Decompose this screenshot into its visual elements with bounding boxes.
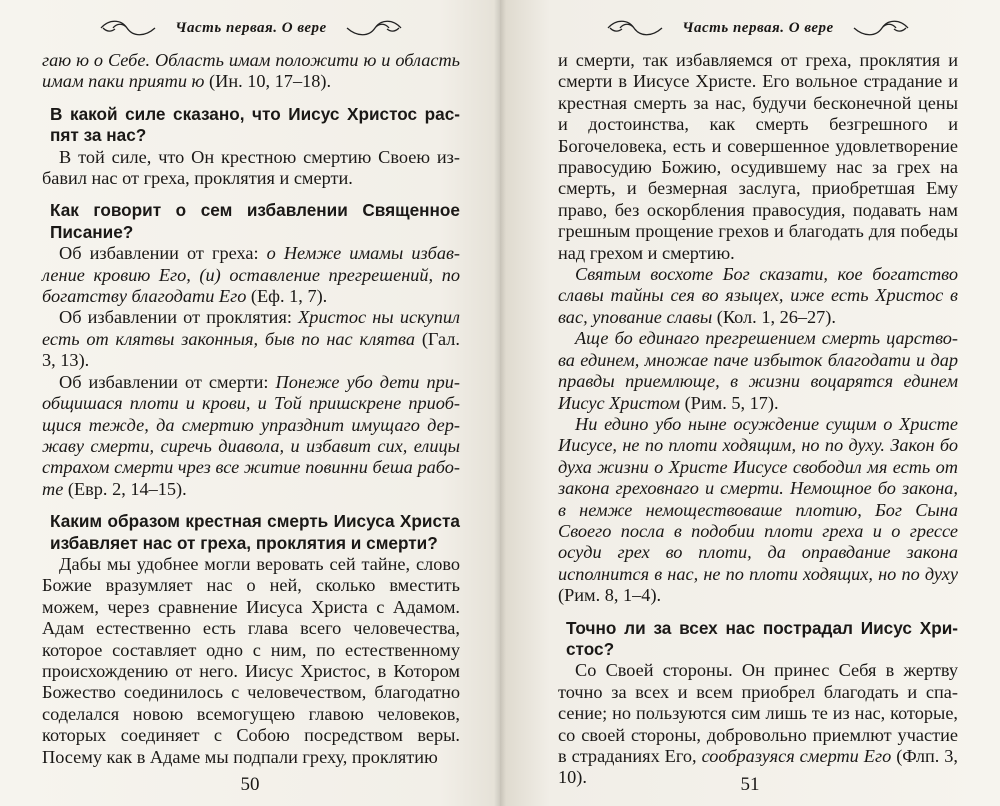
paragraph xyxy=(42,50,460,93)
right-page xyxy=(500,0,1000,806)
flourish-left-icon xyxy=(99,17,157,39)
answer-paragraph xyxy=(42,307,460,371)
scripture-quote: о Немже имамы избавление кровию Его, (и) оставление прегрешений, по богатству благодати Его xyxy=(42,243,460,307)
left-page-body xyxy=(42,50,460,768)
scripture-quote: Понеже убо дети приобщишася плоти и крови, и Той пришскрене приобщися тежде, да смертию упразднит имущаго державу смерти, сиречь диавола, и избавит сих, елицы страхом смерти чрез все житие повинни беша работе xyxy=(42,371,460,499)
right-page-body xyxy=(558,50,958,789)
page-number: 50 xyxy=(240,774,260,795)
answer-text: Об избавлении от греха: xyxy=(59,243,267,264)
flourish-right-icon xyxy=(852,17,910,39)
book-gutter xyxy=(494,0,506,806)
answer-paragraph: В той силе, что Он крестною смертию Своею избавил нас от греха, проклятия и смерти. xyxy=(42,146,460,189)
running-head-right xyxy=(558,8,958,48)
answer-text: Об избавлении от проклятия: xyxy=(59,307,299,328)
scripture-quote: гаю ю о Себе. Область имам положити ю и область имам паки прияти ю xyxy=(42,50,460,92)
scripture-quote: сообразуяся смерти Его xyxy=(701,746,892,766)
flourish-left-icon xyxy=(606,17,664,39)
question-heading: Точно ли за всех нас пострадал Иисус Христос? xyxy=(566,617,958,659)
scripture-reference: (Еф. 1, 7). xyxy=(246,286,328,307)
scripture-reference: (Ин. 10, 17–18). xyxy=(204,71,332,92)
running-head-title: Часть первая. О вере xyxy=(175,19,327,36)
answer-paragraph: Дабы мы удобнее могли веровать сей тайне, слово Божие вразумляет нас о ней, сколько вместить можем, через сравнение Иисуса Христа с Адамом. Адам естественно есть глава всего человечества, которое составляет одно с ним, по естественному происхождению от него. Иисус Христос, в Котором Божество соединилось с человечеством, благодатно соделался новою всемогущею главою человеков, которых соединяет с Собою посредством веры. Посему как в Адаме мы подпали греху, проклятию xyxy=(42,553,460,767)
question-heading: Как говорит о сем избавлении Священное Писание? xyxy=(50,200,460,242)
answer-text: Со Своей стороны. Он принес Себя в жертву точно за всех и всем приобрел благодать и спасение; но пользуются сим лишь те из нас, которые, со своей стороны, добровольно приемлют участие в страданиях Его, xyxy=(558,660,958,766)
answer-paragraph xyxy=(42,372,460,500)
answer-text: Об избавлении от смерти: xyxy=(59,371,276,392)
running-head-title: Часть первая. О вере xyxy=(682,19,834,36)
scripture-quote: Аще бо единаго прегрешением смерть царствова единем, множае паче избыток благодати и дар правды приемлюще, в жизни воцарятся единем Иисус Христом xyxy=(558,328,958,413)
scripture-reference: (Рим. 5, 17). xyxy=(680,392,779,413)
scripture-reference: (Гал. 3, 13). xyxy=(42,328,460,371)
scripture-reference: (Кол. 1, 26–27). xyxy=(712,306,836,327)
page-number: 51 xyxy=(740,774,760,795)
scripture-reference: (Евр. 2, 14–15). xyxy=(63,478,187,499)
question-heading: Каким образом крестная смерть Иисуса Христа избавляет нас от греха, проклятия и смерти? xyxy=(50,511,460,553)
scripture-paragraph xyxy=(558,264,958,328)
scripture-reference: (Рим. 8, 1–4). xyxy=(558,585,662,606)
answer-paragraph xyxy=(42,243,460,307)
scripture-quote: Святым восхоте Бог сказати, кое богатство славы тайны сея во языцех, иже есть Христос в вас, упование славы xyxy=(558,264,958,327)
scripture-quote: Христос ны искупил есть от клятвы законныя, быв по нас клятва xyxy=(42,307,460,349)
scripture-reference: (Флп. 3, 10). xyxy=(558,746,958,788)
answer-paragraph xyxy=(558,660,958,788)
paragraph: и смерти, так избавляемся от греха, проклятия и смерти в Иисусе Христе. Его вольное страдание и крестная смерть за нас, будучи бесконечной цены и достоинства, как смерть безгрешного и Богочеловека, есть и совершенное удовлетворение правосудию Божию, осудившему нас за грех на смерть, и безмерная заслуга, приобретшая Ему право, без оскорбления правосудия, подавать нам грешным прощение грехов и благодать для победы над грехом и смертию. xyxy=(558,50,958,263)
flourish-right-icon xyxy=(345,17,403,39)
question-heading: В какой силе сказано, что Иисус Христос распят за нас? xyxy=(50,103,460,146)
scripture-paragraph xyxy=(558,328,958,414)
running-head-left xyxy=(42,8,460,48)
scripture-quote: Ни едино убо ныне осуждение сущим о Христе Иисусе, не по плоти ходящим, но по духу. Закон бо духа жизни о Христе Иисусе свободил мя есть от закона греховнаго и смерти. Немощное бо закона, в немже немоществоваше плотию, Бог Сына Своего посла в подобии плоти греха и о грессе осуди грех во плоти, да оправдание закона исполнится в нас, не по плоти ходящих, но по духу xyxy=(558,413,958,584)
scripture-paragraph xyxy=(558,414,958,607)
